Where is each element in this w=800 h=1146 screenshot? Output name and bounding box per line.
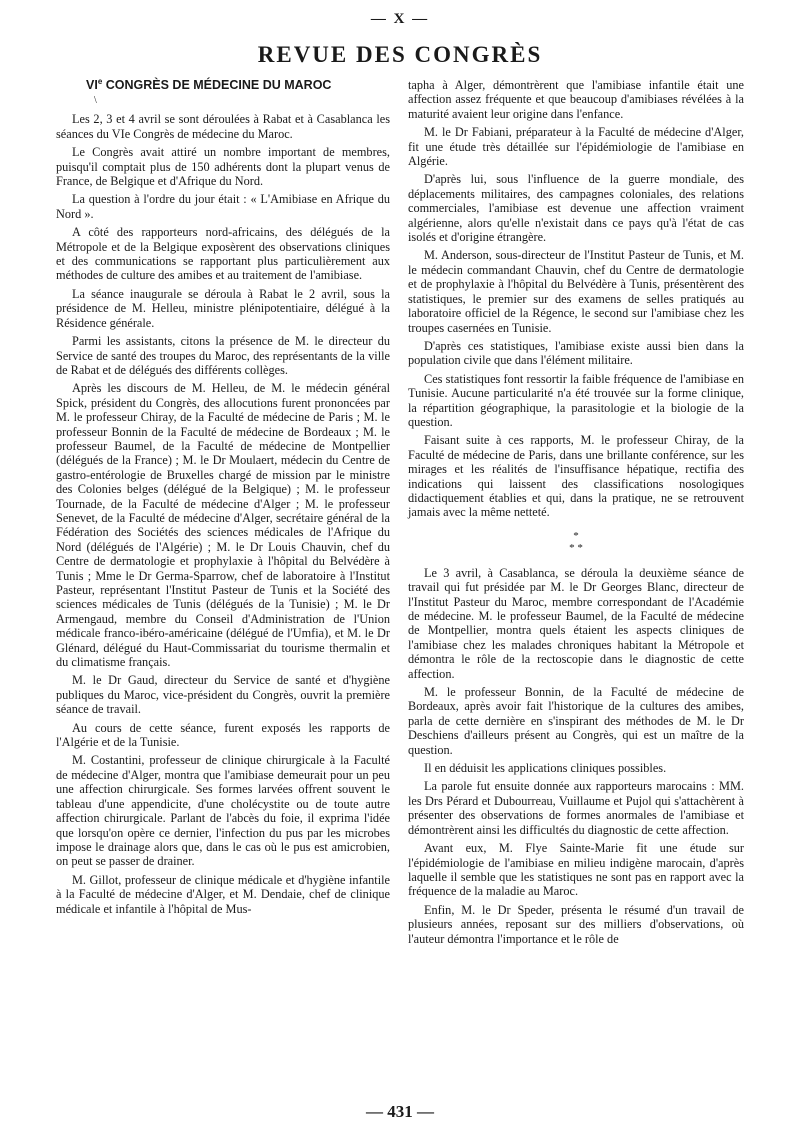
paragraph: D'après ces statistiques, l'amibiase existe aussi bien dans la population civile que dans l'élément militaire.	[408, 338, 744, 368]
paragraph: Faisant suite à ces rapports, M. le professeur Chiray, de la Faculté de médecine de Paris, dans une brillante conférence, sur les mirages et les réalités de l'insuffisance hépatique, rectifia des indications qui laissent des classifications nosologiques didactiquement établies et qui, dans la pratique, ne se retrouvent jamais avec la même netteté.	[408, 433, 744, 520]
page-number: — 431 —	[366, 1102, 434, 1121]
right-column	[408, 78, 744, 950]
paragraph: Le 3 avril, à Casablanca, se déroula la deuxième séance de travail qui fut présidée par M. le Dr Georges Blanc, directeur de l'Institut Pasteur du Maroc, membre correspondant de l'Académie de médecine. M. le professeur Baumel, de la Faculté de médecine de Montpellier, montra quels étaient les aspects cliniques de l'amibiase chez les malades chroniques habitant la Métropole et démontra le rôle de la rectoscopie dans le diagnostic de cette affection.	[408, 565, 744, 681]
paragraph: tapha à Alger, démontrèrent que l'amibiase infantile était une affection assez fréquente et que beaucoup d'amibiases révélées à la maturité avaient leur origine dans l'enfance.	[408, 78, 744, 121]
paragraph: M. Anderson, sous-directeur de l'Institut Pasteur de Tunis, et M. le médecin commandant Chauvin, chef du Centre de dermatologie et de prophylaxie à l'hôpital du Belvédère à Tunis, présentèrent des statistiques, le premier sur des examens de selles pratiqués au laboratoire officiel de la Régence, le second sur l'amibiase chez les troupes casernées en Tunisie.	[408, 248, 744, 335]
paragraph: A côté des rapporteurs nord-africains, des délégués de la Métropole et de la Belgique exposèrent des observations cliniques et des communications se rapportant plus particulièrement aux méthodes de culture des amibes et au traitement de l'amibiase.	[56, 225, 390, 283]
paragraph: Il en déduisit les applications cliniques possibles.	[424, 761, 667, 776]
paragraph: M. Gillot, professeur de clinique médicale et d'hygiène infantile à la Faculté de médecine d'Alger, et M. Dendaie, chef de clinique médicale et infantile à l'hôpital de Mus-	[56, 872, 390, 916]
paragraph: Enfin, M. le Dr Speder, présenta le résumé d'un travail de plusieurs années, reposant sur des milliers d'observations, où l'auteur démontra l'importance et le rôle de	[408, 902, 744, 946]
paragraph: M. Costantini, professeur de clinique chirurgicale à la Faculté de médecine d'Alger, montra que l'amibiase demeurait pour un peu une affection chirurgicale. Ses formes larvées offrent souvent le tableau d'une appendicite, d'une cholécystite ou de toute autre affection chirurgicale. Parlant de l'abcès du foie, il exprima l'idée que lorsqu'on opère ce dernier, l'infection du pus par les microbes impose le drainage alors que, dans le cas où le pus est amicrobien, on peut se passer de drainer.	[56, 753, 390, 869]
left-column	[56, 78, 390, 920]
paragraph: Les 2, 3 et 4 avril se sont déroulées à Rabat et à Casablanca les séances du VIe Congrès de médecine du Maroc.	[56, 112, 390, 141]
paragraph: D'après lui, sous l'influence de la guerre mondiale, des déplacements militaires, des campagnes coloniales, des relations commerciales, l'amibiase est devenue une affection vraiment algérienne, alors qu'elle n'existait dans ce pays qu'à l'état de cas isolés et d'origine étrangère.	[408, 172, 744, 245]
paragraph: La parole fut ensuite donnée aux rapporteurs marocains : MM. les Drs Pérard et Dubourreau, Vuillaume et Pujol qui s'attachèrent à présenter des observations de formes anormales de l'amibiase et démontrèrent ainsi les difficultés du diagnostic de cette affection.	[408, 779, 744, 837]
section-heading-sup: e	[97, 76, 103, 86]
heading-mark: \	[94, 95, 97, 107]
journal-section-title: REVUE DES CONGRÈS	[257, 42, 543, 67]
paragraph: Parmi les assistants, citons la présence de M. le directeur du Service de santé des troupes du Maroc, des représentants de la ville de Rabat et de délégués des différents collèges.	[56, 334, 390, 377]
paragraph: Ces statistiques font ressortir la faible fréquence de l'amibiase en Tunisie. Aucune particularité n'a été trouvée sur la forme clinique, la répartition géographique, la parasitologie et la biologie de la question.	[408, 371, 744, 429]
paragraph: Le Congrès avait attiré un nombre important de membres, puisqu'il comptait plus de 150 adhérents dont la plupart venus de France, de Belgique et d'Afrique du Nord.	[56, 145, 390, 189]
paragraph: M. le professeur Bonnin, de la Faculté de médecine de Bordeaux, après avoir fait l'historique de la cultures des amibes, parla de cette dernière en s'inspirant des méthodes de M. le Dr Deschiens d'ailleurs présent au Congrès, qui est un maître de la question.	[408, 685, 744, 757]
paragraph: Au cours de cette séance, furent exposés les rapports de l'Algérie et de la Tunisie.	[56, 720, 390, 750]
asterism-separator	[408, 530, 744, 552]
paragraph: Après les discours de M. Helleu, de M. le médecin général Spick, président du Congrès, des allocutions furent prononcées par M. le professeur Chiray, de la Faculté de médecine de Paris ; M. le professeur Bonnin de la Faculté de médecine de Bordeaux ; M. le professeur Baumel, de la Faculté de médecine de Montpellier (délégués de la France) ; M. le Dr Moulaert, médecin du Centre de gastro-entérologie de Bruxelles chargé de mission par le ministre des Colonies belges (délégué de la Belgique) ; M. le professeur Tournade, de la Faculté de médecine d'Alger ; M. le professeur Senevet, de la Faculté de médecine d'Alger, secrétaire général de la Fédération des Sociétés des sciences médicales de l'Afrique du Nord (délégués de l'Algérie) ; M. le Dr Louis Chauvin, chef du Centre de dermatologie et prophylaxie à l'hôpital du Belvédère à Tunis ; Mme le Dr Germa-Sparrow, chef de laboratoire à l'Institut Pasteur, représentant l'Institut Pasteur de Tunis et la Société des sciences médicales de Tunis (délégués de la Tunisie) ; M. le Dr Armengaud, membre du Conseil d'Administration de l'Union médicale franco-ibéro-américaine (délégué de l'Umfia), et M. le Dr Glénard, délégué du Haut-Commissariat du tourisme thermalin et du climatisme français.	[56, 381, 390, 670]
asterism-bottom: * *	[569, 541, 583, 554]
page-roman-numeral: — X —	[370, 11, 430, 27]
paragraph: La séance inaugurale se déroula à Rabat le 2 avril, sous la présidence de M. Helleu, ministre plénipotentiaire, délégué à la Résidence générale.	[56, 286, 390, 330]
paragraph: Avant eux, M. Flye Sainte-Marie fit une étude sur l'épidémiologie de l'amibiase en milieu indigène marocain, d'après laquelle il semble que les statistiques ne sont pas en rapport avec la fréquence de la maladie au Maroc.	[408, 841, 744, 899]
section-heading-main: VI	[86, 78, 98, 92]
paragraph: M. le Dr Gaud, directeur du Service de santé et d'hygiène publiques du Maroc, vice-président du Congrès, ouvrit la première séance de travail.	[56, 673, 390, 717]
section-heading-rest: CONGRÈS DE MÉDECINE DU MAROC	[102, 78, 332, 92]
section-heading	[56, 78, 390, 92]
asterism-top: *	[573, 529, 579, 542]
paragraph: La question à l'ordre du jour était : « L'Amibiase en Afrique du Nord ».	[56, 192, 390, 221]
paragraph: M. le Dr Fabiani, préparateur à la Faculté de médecine d'Alger, fit une étude très détaillée sur l'épidémiologie de l'amibiase en Algérie.	[408, 125, 744, 169]
